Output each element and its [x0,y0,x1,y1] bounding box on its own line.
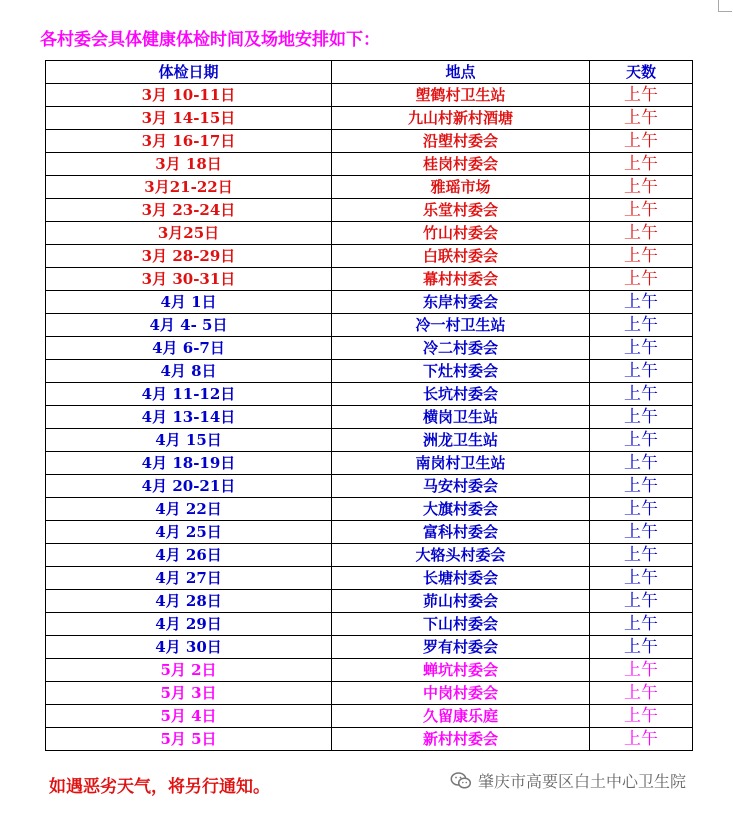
date-cell: 4月 27日 [46,567,332,590]
table-row [46,176,693,199]
table-row [46,383,693,406]
days-cell: 上午 [590,682,693,705]
place-cell: 横岗卫生站 [332,406,590,429]
days-cell: 上午 [590,636,693,659]
date-cell: 4月 25日 [46,521,332,544]
place-cell: 冷一村卫生站 [332,314,590,337]
days-cell: 上午 [590,544,693,567]
date-cell: 4月 15日 [46,429,332,452]
table-row [46,613,693,636]
table-row [46,337,693,360]
date-cell: 4月 22日 [46,498,332,521]
date-cell: 5月 4日 [46,705,332,728]
days-cell: 上午 [590,245,693,268]
watermark-text: 肇庆市高要区白土中心卫生院 [478,772,687,791]
table-row [46,84,693,107]
table-row [46,567,693,590]
table-row [46,682,693,705]
days-cell: 上午 [590,337,693,360]
days-cell: 上午 [590,84,693,107]
date-cell: 4月 13-14日 [46,406,332,429]
place-cell: 罗有村委会 [332,636,590,659]
days-cell: 上午 [590,705,693,728]
place-cell: 雅瑶市场 [332,176,590,199]
place-cell: 桂岗村委会 [332,153,590,176]
date-cell: 3月21-22日 [46,176,332,199]
days-cell: 上午 [590,590,693,613]
days-cell: 上午 [590,314,693,337]
place-cell: 蝉坑村委会 [332,659,590,682]
date-cell: 3月 16-17日 [46,130,332,153]
table-row [46,452,693,475]
table-row [46,130,693,153]
date-cell: 3月25日 [46,222,332,245]
days-cell: 上午 [590,107,693,130]
place-cell: 冷二村委会 [332,337,590,360]
date-cell: 5月 2日 [46,659,332,682]
place-cell: 长塘村委会 [332,567,590,590]
table-row [46,268,693,291]
days-cell: 上午 [590,406,693,429]
date-cell: 3月 28-29日 [46,245,332,268]
place-cell: 东岸村委会 [332,291,590,314]
date-cell: 4月 26日 [46,544,332,567]
place-cell: 竹山村委会 [332,222,590,245]
days-cell: 上午 [590,360,693,383]
days-cell: 上午 [590,176,693,199]
place-cell: 马安村委会 [332,475,590,498]
date-cell: 4月 8日 [46,360,332,383]
header-place: 地点 [332,61,590,84]
table-body [46,84,693,751]
place-cell: 白联村委会 [332,245,590,268]
header-date: 体检日期 [46,61,332,84]
date-cell: 3月 18日 [46,153,332,176]
place-cell: 幕村村委会 [332,268,590,291]
table-row [46,107,693,130]
table-row [46,222,693,245]
date-cell: 4月 4- 5日 [46,314,332,337]
table-row [46,291,693,314]
place-cell: 乐堂村委会 [332,199,590,222]
date-cell: 4月 20-21日 [46,475,332,498]
date-cell: 3月 10-11日 [46,84,332,107]
date-cell: 5月 3日 [46,682,332,705]
place-cell: 沿塱村委会 [332,130,590,153]
date-cell: 4月 18-19日 [46,452,332,475]
table-row [46,659,693,682]
days-cell: 上午 [590,383,693,406]
date-cell: 3月 14-15日 [46,107,332,130]
days-cell: 上午 [590,498,693,521]
days-cell: 上午 [590,452,693,475]
days-cell: 上午 [590,291,693,314]
table-row [46,544,693,567]
header-days: 天数 [590,61,693,84]
table-row [46,521,693,544]
date-cell: 4月 11-12日 [46,383,332,406]
table-row [46,636,693,659]
place-cell: 久留康乐庭 [332,705,590,728]
days-cell: 上午 [590,567,693,590]
date-cell: 4月 1日 [46,291,332,314]
date-cell: 3月 23-24日 [46,199,332,222]
days-cell: 上午 [590,728,693,751]
table-row [46,475,693,498]
table-row [46,314,693,337]
days-cell: 上午 [590,659,693,682]
corner-mark [718,0,732,12]
place-cell: 南岗村卫生站 [332,452,590,475]
watermark [450,769,686,792]
table-row [46,498,693,521]
place-cell: 长坑村委会 [332,383,590,406]
days-cell: 上午 [590,130,693,153]
table-row [46,728,693,751]
days-cell: 上午 [590,199,693,222]
days-cell: 上午 [590,153,693,176]
table-row [46,590,693,613]
place-cell: 九山村新村酒塘 [332,107,590,130]
place-cell: 中岗村委会 [332,682,590,705]
place-cell: 富科村委会 [332,521,590,544]
days-cell: 上午 [590,521,693,544]
date-cell: 5月 5日 [46,728,332,751]
place-cell: 洲龙卫生站 [332,429,590,452]
table-row [46,705,693,728]
date-cell: 4月 29日 [46,613,332,636]
date-cell: 4月 30日 [46,636,332,659]
days-cell: 上午 [590,222,693,245]
table-header-row [46,61,693,84]
table-row [46,360,693,383]
table-row [46,199,693,222]
page-title: 各村委会具体健康体检时间及场地安排如下： [40,30,380,50]
table-row [46,406,693,429]
table-row [46,245,693,268]
place-cell: 大辂头村委会 [332,544,590,567]
date-cell: 3月 30-31日 [46,268,332,291]
place-cell: 塱鹤村卫生站 [332,84,590,107]
place-cell: 下山村委会 [332,613,590,636]
days-cell: 上午 [590,613,693,636]
place-cell: 大旗村委会 [332,498,590,521]
days-cell: 上午 [590,429,693,452]
place-cell: 新村村委会 [332,728,590,751]
date-cell: 4月 28日 [46,590,332,613]
days-cell: 上午 [590,268,693,291]
days-cell: 上午 [590,475,693,498]
table-row [46,153,693,176]
wechat-icon [450,771,472,791]
schedule-table [45,60,693,751]
table-row [46,429,693,452]
date-cell: 4月 6-7日 [46,337,332,360]
place-cell: 下灶村委会 [332,360,590,383]
place-cell: 茆山村委会 [332,590,590,613]
weather-notice: 如遇恶劣天气，将另行通知。 [49,777,270,797]
